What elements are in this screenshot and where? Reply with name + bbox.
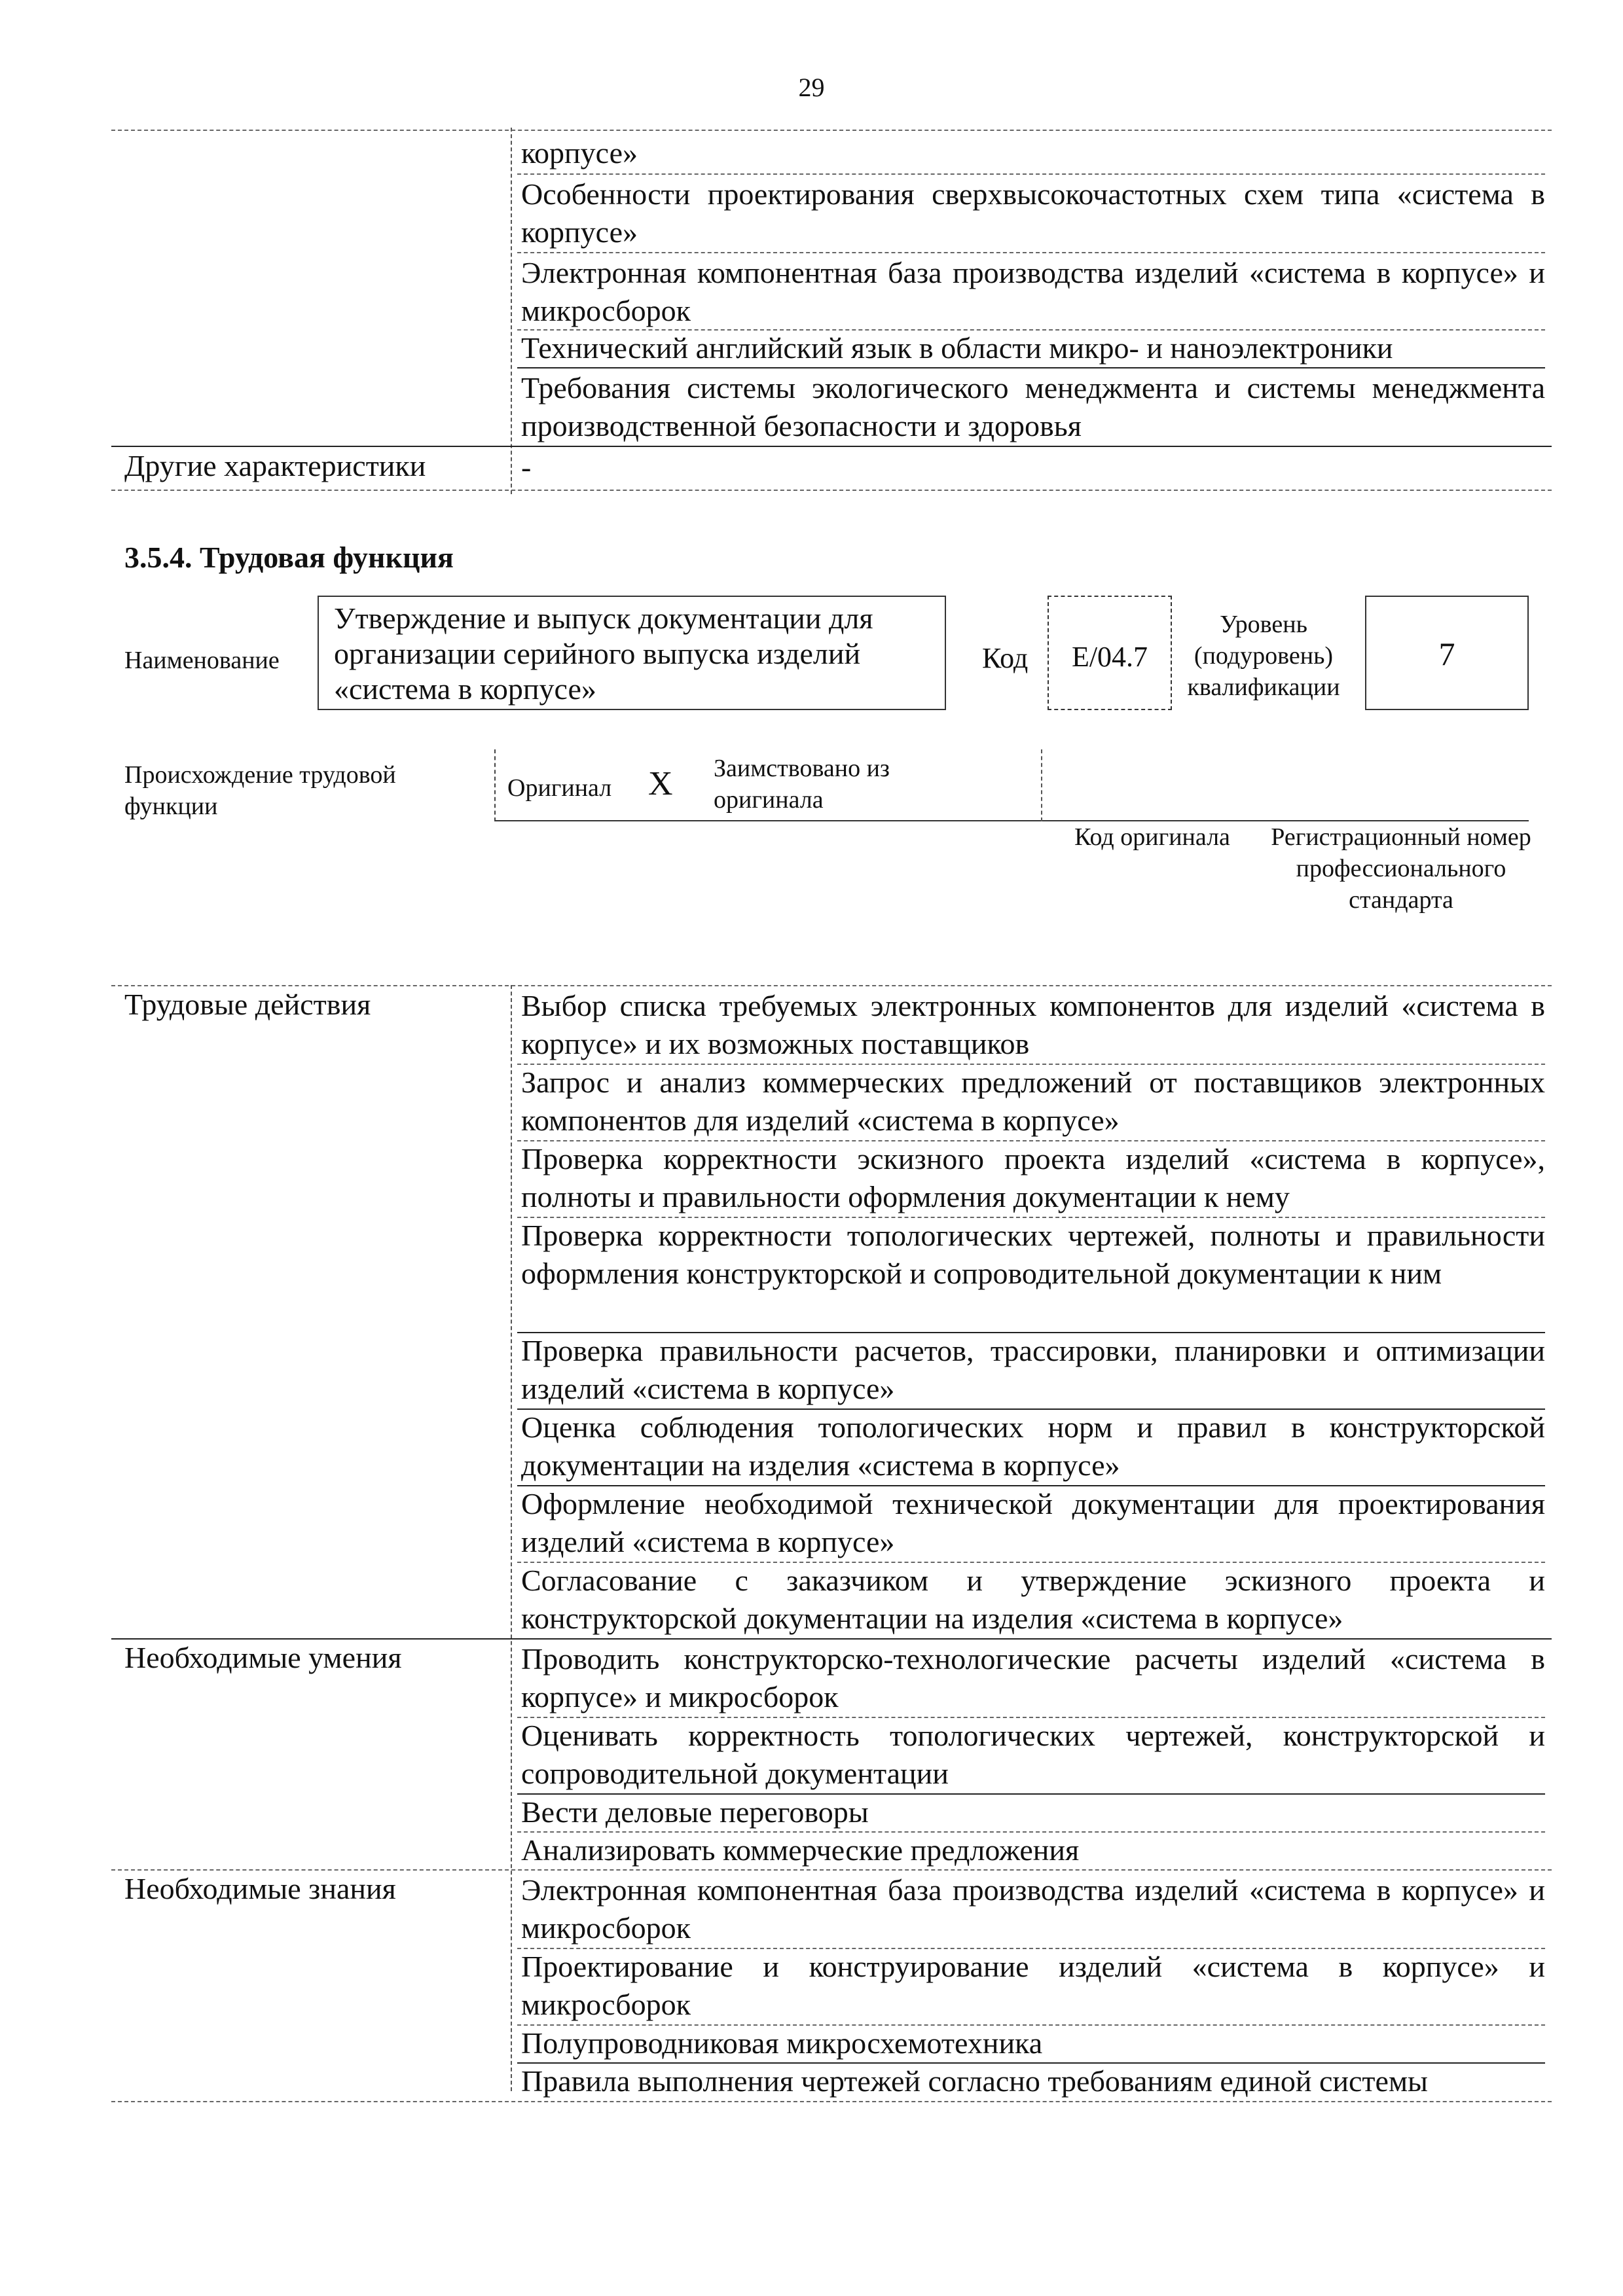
labor-action-item: Согласование с заказчиком и утверждение эскизного проекта и конструкторской документации на изделия «система в корпусе» bbox=[521, 1564, 1545, 1635]
borrowed-label: Заимствовано из оригинала bbox=[714, 755, 890, 814]
top-row-1: корпусе» bbox=[521, 136, 638, 170]
other-characteristics-label: Другие характеристики bbox=[124, 449, 426, 482]
row-divider bbox=[517, 252, 1545, 253]
top-row-3: Электронная компонентная база производства изделий «система в корпусе» и микросборок bbox=[521, 256, 1545, 327]
code-label: Код bbox=[982, 642, 1029, 674]
top-row-5: Требования системы экологического менеджмента и системы менеджмента производственной безопасности и здоровья bbox=[521, 371, 1545, 442]
skills-label: Необходимые умения bbox=[124, 1641, 402, 1674]
labor-action-item: Оценка соблюдения топологических норм и правил в конструкторской документации на изделия «система в корпусе» bbox=[521, 1410, 1545, 1482]
knowledge-item: Проектирование и конструирование изделий «система в корпусе» и микросборок bbox=[521, 1950, 1545, 2021]
skill-item: Анализировать коммерческие предложения bbox=[521, 1833, 1080, 1867]
name-value: Утверждение и выпуск документации для организации серийного выпуска изделий «система в корпусе» bbox=[334, 601, 873, 706]
labor-action-item: Проверка корректности эскизного проекта изделий «система в корпусе», полноты и правильности оформления документации к нему bbox=[521, 1142, 1545, 1213]
knowledge-item: Правила выполнения чертежей согласно требованиям единой системы bbox=[521, 2064, 1428, 2098]
column-divider bbox=[511, 128, 512, 494]
knowledge-label: Необходимые знания bbox=[124, 1872, 396, 1905]
labor-action-item: Выбор списка требуемых электронных компонентов для изделий «система в корпусе» и их возможных поставщиков bbox=[521, 989, 1545, 1060]
original-label: Оригинал bbox=[507, 774, 612, 802]
reg-number-label: Регистрационный номер профессионального стандарта bbox=[1271, 823, 1531, 914]
level-label: Уровень (подуровень) квалификации bbox=[1187, 611, 1340, 701]
labor-action-item: Проверка правильности расчетов, трассировки, планировки и оптимизации изделий «система в корпусе» bbox=[521, 1334, 1545, 1405]
top-row-2: Особенности проектирования сверхвысокочастотных схем типа «система в корпусе» bbox=[521, 177, 1545, 249]
top-row-4: Технический английский язык в области микро- и наноэлектроники bbox=[521, 331, 1393, 365]
labor-actions-label: Трудовые действия bbox=[124, 988, 371, 1021]
labor-action-item: Запрос и анализ коммерческих предложений от поставщиков электронных компонентов для изделий «система в корпусе» bbox=[521, 1066, 1545, 1137]
other-characteristics-value: - bbox=[521, 450, 532, 484]
knowledge-item: Полупроводниковая микросхемотехника bbox=[521, 2026, 1043, 2060]
origin-divider bbox=[1041, 749, 1042, 821]
page-number: 29 bbox=[798, 73, 825, 102]
section-divider bbox=[111, 1869, 1552, 1871]
row-divider bbox=[517, 367, 1545, 368]
code-value: E/04.7 bbox=[1071, 641, 1148, 673]
section-divider bbox=[111, 1638, 1552, 1640]
skill-item: Вести деловые переговоры bbox=[521, 1795, 869, 1829]
main-column-divider bbox=[511, 985, 512, 2091]
table-top-border bbox=[111, 130, 1552, 131]
knowledge-item: Электронная компонентная база производства изделий «система в корпусе» и микросборок bbox=[521, 1873, 1545, 1945]
code-original-label: Код оригинала bbox=[1074, 823, 1230, 851]
labor-action-item: Проверка корректности топологических чертежей, полноты и правильности оформления конструкторской и сопроводительной документации к ним bbox=[521, 1219, 1545, 1290]
main-table-top-border bbox=[111, 985, 1552, 986]
original-mark: X bbox=[648, 765, 673, 802]
main-table-bottom-border bbox=[111, 2101, 1552, 2102]
labor-action-item: Оформление необходимой технической документации для проектирования изделий «система в корпусе» bbox=[521, 1487, 1545, 1558]
skill-item: Проводить конструкторско-технологические расчеты изделий «система в корпусе» и микросборок bbox=[521, 1642, 1545, 1713]
table-bottom-border bbox=[111, 490, 1552, 491]
skill-item: Оценивать корректность топологических чертежей, конструкторской и сопроводительной документации bbox=[521, 1719, 1545, 1790]
level-value: 7 bbox=[1438, 636, 1455, 672]
section-heading: 3.5.4. Трудовая функция bbox=[124, 541, 454, 574]
name-label: Наименование bbox=[124, 647, 280, 674]
origin-label: Происхождение трудовой функции bbox=[124, 761, 396, 820]
row-divider bbox=[111, 446, 1552, 447]
row-divider bbox=[517, 173, 1545, 175]
